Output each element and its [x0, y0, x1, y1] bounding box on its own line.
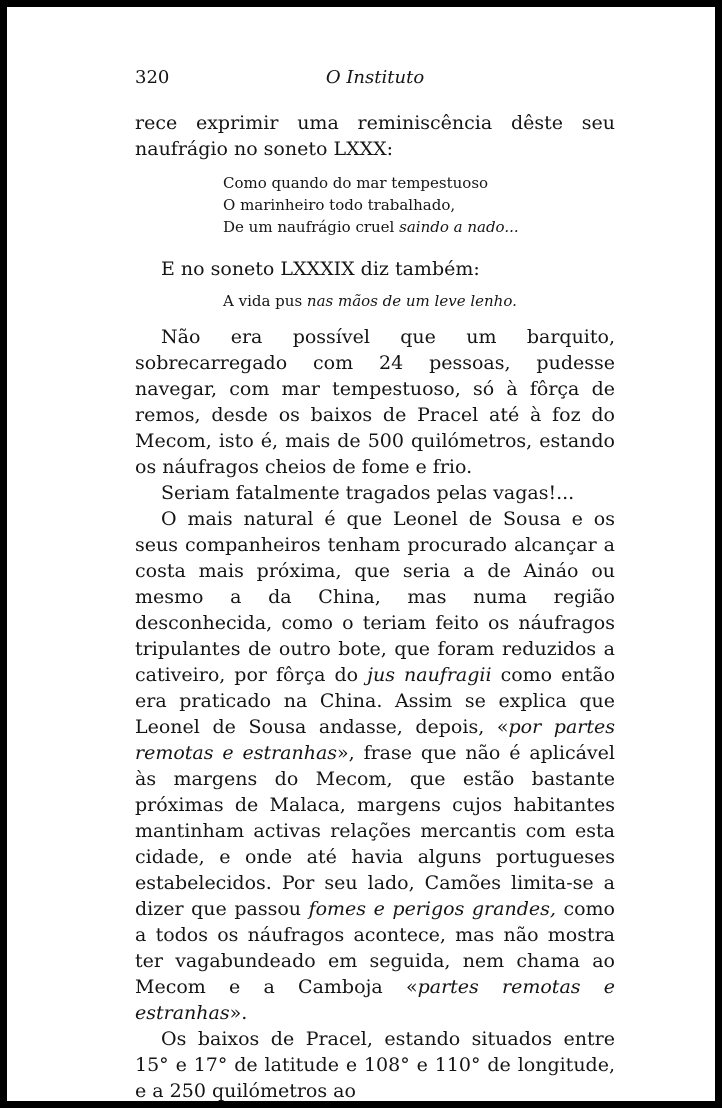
verse-emphasis: nas mãos de um leve lenho.: [306, 292, 517, 310]
italic-quote: por partes remotas e estranhas: [135, 716, 615, 764]
paragraph-baixos-de-pracel: Os baixos de Pracel, estando situados entre 15° e 17° de latitude e 108° e 110° de longitude, e a 250 quilómetros ao: [135, 1028, 615, 1102]
text-run: O mais natural é que Leonel de Sousa e os seus companheiros tenham procurado alcançar a costa mais próxima, que seria a de Aináo ou mesmo a da China, mas numa região desconhecida, como o teriam feito os náufragos tripulantes de outro bote, que foram reduzidos a cativeiro, por fôrça do: [135, 508, 615, 686]
verse-emphasis: saindo a nado: [399, 218, 505, 236]
verse-line: Como quando do mar tempestuoso: [223, 174, 489, 192]
verse-line: [223, 216, 615, 238]
page-body: [135, 110, 615, 1104]
paragraph-barquito: Não era possível que um barquito, sobrecarregado com 24 pessoas, pudesse navegar, com mar tempestuoso, só à fôrça de remos, desde os baixos de Pracel até à foz do Mecom, isto é, mais de 500 quilómetros, estando os náufragos cheios de fome e frio.: [135, 326, 615, 478]
running-title: O Instituto: [325, 67, 425, 88]
text-run: ».: [229, 1002, 248, 1024]
page-number: 320: [135, 67, 170, 88]
verse-text: A vida pus: [223, 292, 307, 310]
italic-run: jus naufragii: [367, 664, 492, 686]
paragraph-continued: rece exprimir uma reminiscência dêste seu naufrágio no soneto LXXX:: [135, 112, 615, 160]
verse-quote-lxxxix: [135, 290, 615, 312]
verse-text: De um naufrágio cruel: [223, 218, 400, 236]
text-run: », frase que não é aplicável às margens do Mecom, que estão bastante próximas de Malaca, margens cujos habitantes mantinham activas relações mercantis com esta cidade, e onde até havia alguns portugueses estabelecidos. Por seu lado, Camões limita-se a dizer que passou: [135, 742, 615, 920]
italic-run: fomes e perigos grandes,: [308, 898, 556, 920]
verse-ellipsis: ...: [504, 218, 519, 236]
verse-line: [223, 290, 615, 312]
verse-line: O marinheiro todo trabalhado,: [223, 196, 456, 214]
page-header: [135, 67, 615, 97]
paragraph-leonel-de-sousa: [135, 506, 615, 1026]
book-page: [7, 7, 715, 1101]
paragraph-tragados: Seriam fatalmente tragados pelas vagas!...: [161, 482, 575, 504]
text-run: como a todos os náufragos acontece, mas não mostra ter vagabundeado em seguida, nem chama ao Mecom e a Camboja «: [135, 898, 615, 998]
italic-quote: partes remotas e estranhas: [135, 976, 615, 1024]
verse-quote-lxxx: [135, 172, 615, 238]
text-run: como então era praticado na China. Assim se explica que Leonel de Sousa andasse, depois, «: [135, 664, 616, 738]
paragraph-soneto-lxxxix: E no soneto LXXXIX diz também:: [161, 258, 480, 280]
